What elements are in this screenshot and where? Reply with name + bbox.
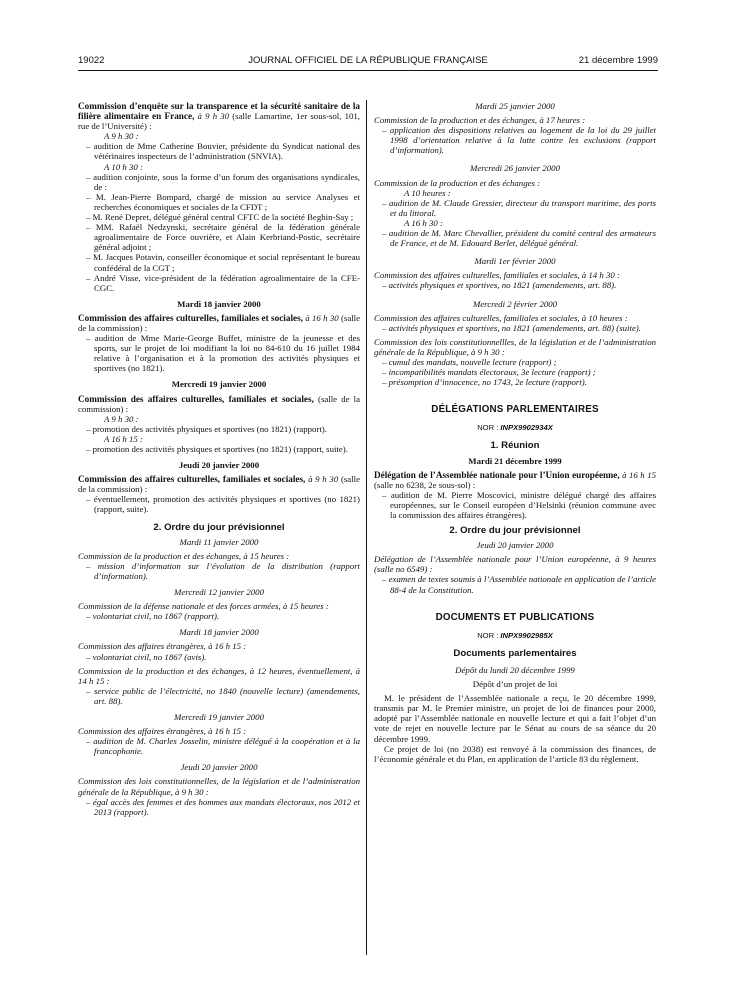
commission-heading: Commission des lois constitutionnellles, de la législation et de l’administration générale de la République, à 9 h 30 :: [374, 336, 656, 357]
paragraph: M. le président de l’Assemblée nationale a reçu, le 20 décembre 1999, transmis par M. le Premier ministre, un projet de loi de finances pour 2000, adopté par l’Assemblée nationale en nouvelle lecture et qui a fait l’objet d’un vote de rejet en nouvelle lecture par le Sénat au cours de sa séance du 20 décembre 1999.: [374, 693, 656, 744]
section-title: DÉLÉGATIONS PARLEMENTAIRES: [431, 404, 599, 416]
commission-heading: Commission des affaires étrangères, à 16 h 15 :: [78, 641, 247, 652]
journal-title: JOURNAL OFFICIEL DE LA RÉPUBLIQUE FRANÇAISE: [248, 55, 488, 66]
agenda-item: – André Visse, vice-président de la fédération agroalimentaire de la CFE-CGC.: [86, 272, 360, 293]
nor-reference: NOR : INPX9902985X: [477, 630, 553, 640]
delegation-heading: Délégation de l’Assemblée nationale pour l’Union européenne, à 9 heures (salle no 6549) :: [374, 554, 656, 575]
agenda-item: – promotion des activités physiques et sportives (no 1821) (rapport, suite).: [86, 444, 348, 454]
deposit-date: Dépôt du lundi 20 décembre 1999: [455, 664, 575, 675]
day-heading: Jeudi 20 janvier 2000: [180, 762, 258, 773]
commission-heading: Commission de la production et des échanges, à 17 heures :: [374, 115, 586, 126]
section-subtitle: 2. Ordre du jour prévisionnel: [153, 521, 285, 533]
left-column: [78, 101, 360, 817]
day-heading: Mercredi 12 janvier 2000: [174, 587, 264, 598]
agenda-item: – volontariat civil, no 1867 (avis).: [86, 651, 207, 662]
agenda-item: – service public de l’électricité, no 1840 (nouvelle lecture) (amendements, art. 88).: [86, 685, 360, 706]
agenda-item: – cumul des mandats, nouvelle lecture (rapport) ;: [382, 356, 557, 367]
day-heading: Mardi 18 janvier 2000: [177, 298, 261, 309]
agenda-item: – incompatibilités mandats électoraux, 3e lecture (rapport) ;: [382, 367, 596, 378]
delegation-heading: Délégation de l’Assemblée nationale pour l’Union européenne, à 16 h 15 (salle no 6238, 2e sous-sol) :: [374, 469, 656, 490]
agenda-item: – audition de M. Marc Chevallier, président du comité central des armateurs de France, et de M. Edouard Berlet, délégué général.: [382, 228, 656, 249]
column-divider: [366, 100, 367, 955]
time-label: A 10 heures :: [404, 187, 451, 198]
time-label: A 9 h 30 :: [104, 413, 139, 424]
nor-reference: NOR : INPX9902934X: [477, 423, 553, 433]
section-subtitle: 2. Ordre du jour prévisionnel: [449, 525, 581, 537]
agenda-item: – audition de M. Charles Josselin, ministre délégué à la coopération et à la francophonie.: [86, 736, 360, 757]
agenda-item: – application des dispositions relatives au logement de la loi du 29 juillet 1998 d’orientation relative à la lutte contre les exclusions (rapport d’information).: [382, 125, 656, 156]
day-heading: Jeudi 20 janvier 2000: [476, 540, 554, 551]
day-heading: Mercredi 19 janvier 2000: [174, 711, 264, 722]
issue-date: 21 décembre 1999: [578, 55, 658, 66]
agenda-item: – M. Jacques Potavin, conseiller économique et social représentant le bureau confédéral de la CGT ;: [86, 252, 360, 273]
day-heading: Mardi 21 décembre 1999: [468, 455, 562, 466]
day-heading: Mercredi 26 janvier 2000: [470, 163, 560, 174]
agenda-item: – éventuellement, promotion des activités physiques et sportives (no 1821) (rapport, suite).: [86, 494, 360, 515]
agenda-item: – M. Jean-Pierre Bompard, chargé de mission au service Analyses et recherches économiques et sociales de la CFDT ;: [86, 191, 360, 212]
deposit-type: Dépôt d’un projet de loi: [472, 679, 558, 690]
page-header: [78, 55, 658, 69]
agenda-item: – audition de Mme Catherine Bouvier, présidente du Syndicat national des vétérinaires inspecteurs de l’administration (SNVIA).: [86, 141, 360, 162]
commission-heading: Commission de la production et des échanges, à 15 heures :: [78, 550, 290, 561]
day-heading: Mardi 18 janvier 2000: [179, 627, 259, 638]
paragraph: Ce projet de loi (no 2038) est renvoyé à la commission des finances, de l’économie générale et du Plan, en application de l’article 83 du règlement.: [374, 743, 656, 764]
page-number: 19022: [78, 55, 105, 66]
day-heading: Jeudi 20 janvier 2000: [178, 460, 260, 471]
agenda-item: – examen de textes soumis à l’Assemblée nationale en application de l’article 88-4 de la Constitution.: [382, 574, 656, 595]
commission-heading: Commission de la production et des échanges :: [374, 177, 541, 188]
agenda-item: – M. René Depret, délégué général central CFTC de la société Beghin-Say ;: [86, 212, 354, 223]
commission-heading: Commission des affaires culturelles, familiales et sociales, à 9 h 30 (salle de la commission) :: [78, 474, 360, 495]
agenda-item: – présomption d’innocence, no 1743, 2e lecture (rapport).: [382, 377, 587, 388]
commission-heading: Commission de la production et des échanges, à 12 heures, éventuellement, à 14 h 15 :: [78, 665, 360, 686]
day-heading: Mardi 25 janvier 2000: [475, 101, 555, 111]
day-heading: Mardi 1er février 2000: [474, 256, 556, 267]
agenda-item: – volontariat civil, no 1867 (rapport).: [86, 611, 220, 622]
agenda-item: – égal accès des femmes et des hommes aux mandats électoraux, nos 2012 et 2013 (rapport).: [86, 796, 360, 817]
section-subtitle: 1. Réunion: [490, 440, 540, 452]
time-label: A 9 h 30 :: [104, 131, 139, 142]
agenda-item: – audition de Mme Marie-George Buffet, ministre de la jeunesse et des sports, sur le projet de loi modifiant la loi no 84-610 du 16 juillet 1984 relative à l’organisation et à la promotion des activités physiques et sportives (no 1821).: [86, 333, 360, 374]
time-label: A 10 h 30 :: [104, 161, 143, 172]
agenda-item: – mission d’information sur l’évolution de la distribution (rapport d’information).: [86, 560, 360, 581]
agenda-item: – promotion des activités physiques et sportives (no 1821) (rapport).: [86, 423, 327, 434]
agenda-item: – audition conjointe, sous la forme d’un forum des organisations syndicales, de :: [86, 171, 360, 192]
commission-heading: Commission des affaires culturelles, familiales et sociales, (salle de la commission) :: [78, 393, 360, 414]
agenda-item: – audition de M. Pierre Moscovici, ministre délégué chargé des affaires européennes, sur le Conseil européen d’Helsinki (réunion commune avec la commission des affaires étrangères).: [382, 489, 656, 520]
header-rule: [78, 70, 658, 71]
commission-heading: Commission des affaires étrangères, à 16 h 15 :: [78, 726, 247, 737]
commission-heading: Commission des lois constitutionnelles, de la législation et de l’administration générale de la République, à 9 h 30 :: [78, 776, 360, 797]
time-label: A 16 h 15 :: [104, 433, 143, 444]
day-heading: Mercredi 2 février 2000: [472, 298, 558, 309]
section-subtitle: Documents parlementaires: [453, 647, 577, 659]
commission-heading: Commission de la défense nationale et des forces armées, à 15 heures :: [78, 601, 329, 612]
agenda-item: – activités physiques et sportives, no 1821 (amendements, art. 88).: [382, 280, 617, 291]
commission-enquete-heading: Commission d’enquête sur la transparence et la sécurité sanitaire de la filière alimentaire en France, à 9 h 30 (salle Lamartine, 1er sous-sol, 101, rue de l’Université) :: [78, 101, 360, 132]
section-title: DOCUMENTS ET PUBLICATIONS: [435, 611, 595, 623]
agenda-item: – MM. Rafaël Nedzynski, secrétaire général de la fédération générale agroalimentaire de Force ouvrière, et Alain Kerbriand-Postic, secrétaire général adjoint ;: [86, 222, 360, 253]
agenda-item: – activités physiques et sportives, no 1821 (amendements, art. 88) (suite).: [382, 322, 641, 333]
commission-heading: Commission des affaires culturelles, familiales et sociales, à 14 h 30 :: [374, 270, 620, 281]
agenda-item: – audition de M. Claude Gressier, directeur du transport maritime, des ports et du littoral.: [382, 197, 656, 218]
commission-heading: Commission des affaires culturelles, familiales et sociales, à 16 h 30 (salle de la commission) :: [78, 312, 361, 333]
right-column: [374, 101, 656, 764]
day-heading: Mercredi 19 janvier 2000: [171, 379, 267, 390]
commission-heading: Commission des affaires culturelles, familiales et sociales, à 10 heures :: [374, 312, 628, 323]
day-heading: Mardi 11 janvier 2000: [179, 536, 259, 547]
time-label: A 16 h 30 :: [404, 217, 443, 228]
